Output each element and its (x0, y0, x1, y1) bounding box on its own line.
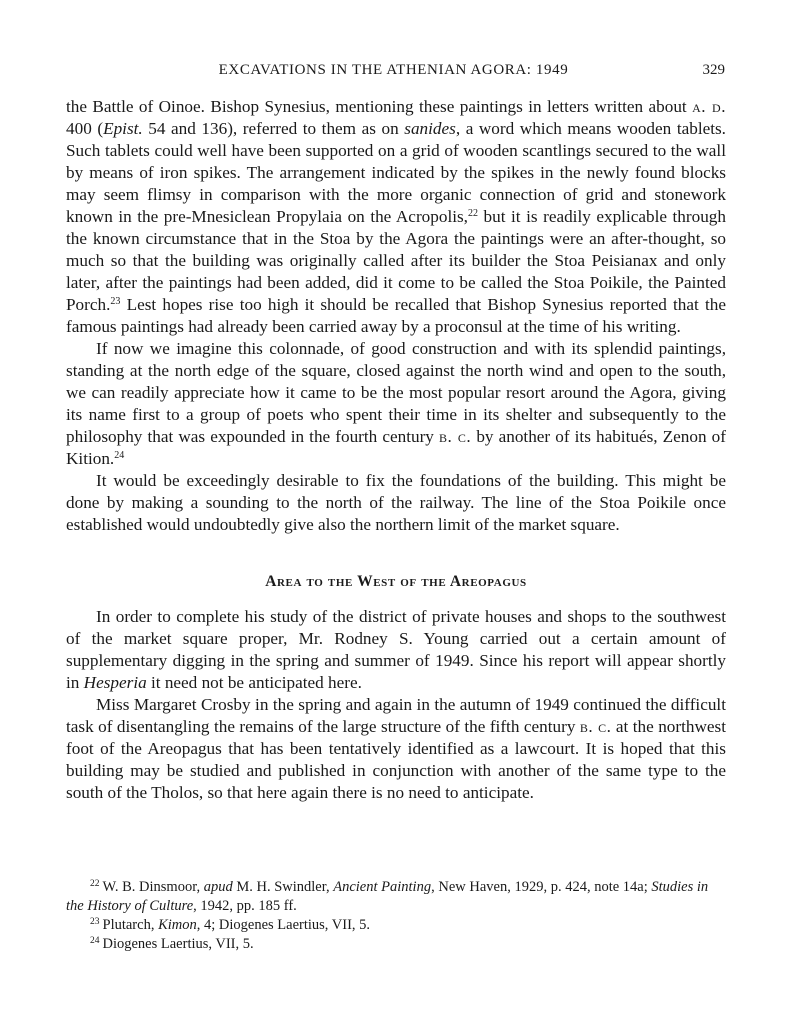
section-spacer (66, 536, 726, 558)
footnotes (66, 878, 726, 954)
footnote-22 (66, 878, 726, 916)
footnote-23 (66, 916, 726, 935)
italic-title: Kimon (158, 917, 197, 933)
text-run: , a word which means wooden tablets. Such tablets could well have been supported on a grid of wooden scantlings secured to the wall by means of iron spikes. The arrangement indicated by the spikes in the newly found blocks may seem flimsy in comparison with the more organic connection of grid and stonework known in the pre-Mnesiclean Propylaia on the Acropolis, (66, 119, 726, 226)
body-text (66, 96, 726, 804)
section-heading: Area to the West of the Areopagus (265, 573, 527, 590)
text-run: Plutarch, (102, 917, 159, 933)
running-title: EXCAVATIONS IN THE ATHENIAN AGORA: 1949 (218, 62, 569, 78)
text-run: by another of its habitués, Zenon of Kition. (66, 427, 726, 468)
footnote-ref-23[interactable]: 23 (110, 296, 121, 307)
text-run: Diogenes Laertius, VII, 5. (102, 936, 254, 952)
footnote-number: 22 (90, 879, 100, 889)
paragraph-crosby-lawcourt (66, 694, 726, 804)
text-run: Lest hopes rise too high it should be recalled that Bishop Synesius reported that the famous paintings had already been carried away by a proconsul at the time of his writing. (66, 295, 726, 336)
italic-journal: Hesperia (83, 673, 147, 692)
footnote-number: 24 (90, 936, 100, 946)
paragraph-stoa-paintings (66, 96, 726, 338)
paragraph-foundations: It would be exceedingly desirable to fix the foundations of the building. This might be done by making a sounding to the north of the railway. The line of the Stoa Poikile once established would undoubtedly give also the northern limit of the market square. (66, 471, 726, 534)
era-abbreviation: b. c. (439, 427, 472, 446)
paragraph-colonnade (66, 338, 726, 470)
era-abbreviation: a. d. (692, 97, 726, 116)
italic-term: sanides (404, 119, 456, 138)
text-run: 400 ( (66, 119, 104, 138)
text-run: , 4; Diogenes Laertius, VII, 5. (196, 917, 371, 933)
italic-term: apud (203, 879, 233, 895)
text-run: If now we imagine this colonnade, of good construction and with its splendid paintings, standing at the north edge of the square, closed against the north wind and open to the south, we can readily appreciate how it came to be the most popular resort around the Agora, giving its name first to a group of poets who spent their time in its shelter and subsequently to the philosophy that was expounded in the fourth century (66, 339, 726, 446)
text-run: W. B. Dinsmoor, (102, 879, 204, 895)
italic-title: Studies in the History of Culture (66, 879, 709, 914)
text-run: but it is readily explicable through the known circumstance that in the Stoa by the Agora the paintings were an after-thought, so much so that the building was originally called after its builder the Stoa Peisianax and only later, after the paintings had been added, did it come to be called the Stoa Poikile, the Painted Porch. (66, 207, 726, 314)
text-run: 54 and 136), referred to them as on (142, 119, 405, 138)
text-run: Miss Margaret Crosby in the spring and again in the autumn of 1949 continued the difficult task of disentangling the remains of the large structure of the fifth century (66, 695, 726, 736)
paragraph-young-excavation (66, 606, 726, 694)
footnote-24 (66, 935, 726, 954)
footnote-number: 23 (90, 917, 100, 927)
text-run: the Battle of Oinoe. Bishop Synesius, mentioning these paintings in letters written about (66, 97, 693, 116)
text-run: at the northwest foot of the Areopagus that has been tentatively identified as a lawcourt. It is hoped that this building may be studied and published in conjunction with another of the same type to the south of the Tholos, so that here again there is no need to anticipate. (66, 717, 726, 802)
footnote-ref-22[interactable]: 22 (467, 208, 478, 219)
text-run: , 1942, pp. 185 ff. (193, 898, 297, 914)
running-head (0, 62, 787, 84)
era-abbreviation: b. c. (579, 717, 612, 736)
text-run: In order to complete his study of the district of private houses and shops to the southwest of the market square proper, Mr. Rodney S. Young carried out a certain amount of supplementary digging in the spring and summer of 1949. Since his report will appear shortly in (66, 607, 726, 692)
footnote-ref-24[interactable]: 24 (114, 450, 125, 461)
text-run: , New Haven, 1929, p. 424, note 14a; (431, 879, 652, 895)
italic-title: Ancient Painting (333, 879, 432, 895)
text-run: M. H. Swindler, (232, 879, 334, 895)
text-run: it need not be anticipated here. (146, 673, 362, 692)
italic-citation: Epist. (103, 119, 143, 138)
page-number: 329 (702, 62, 725, 78)
